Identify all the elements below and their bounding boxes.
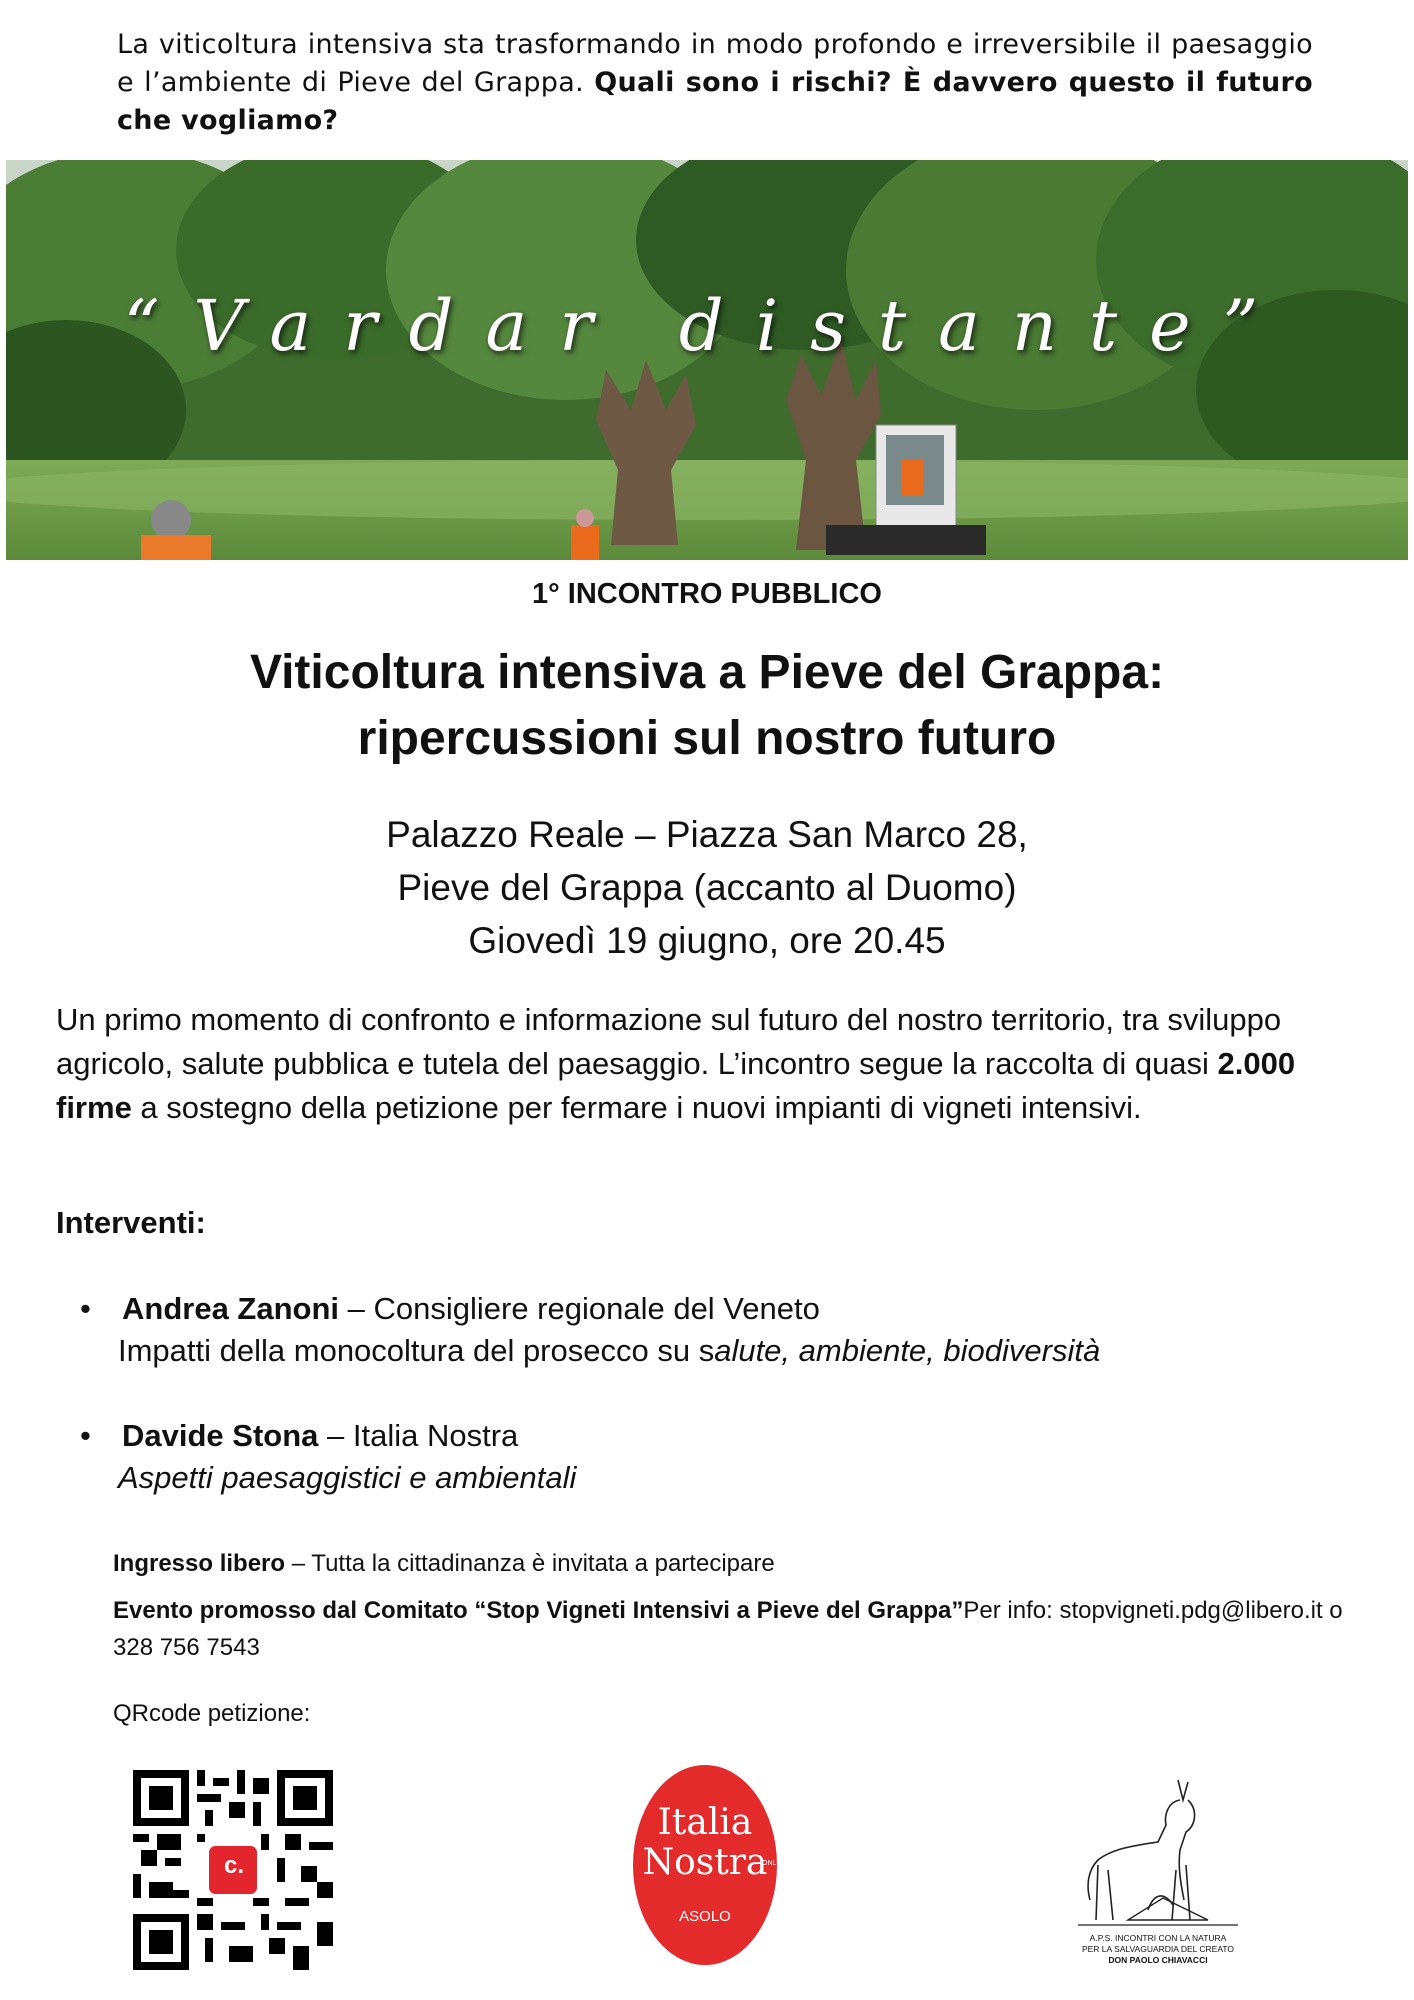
- speaker-topic-italic: Aspetti paesaggistici e ambientali: [118, 1460, 577, 1495]
- speaker-name: Andrea Zanoni: [122, 1291, 340, 1326]
- signatures-count: 2.000 firme: [56, 1046, 1296, 1125]
- description-paragraph: [56, 998, 1366, 1130]
- qr-center-label: c.: [223, 1852, 244, 1879]
- entry-free: Ingresso libero: [113, 1550, 286, 1577]
- event-venue: [0, 808, 1414, 967]
- intro-question: Quali sono i rischi? È davvero questo il futuro che vogliamo?: [117, 67, 1313, 136]
- venue-line1: Palazzo Reale – Piazza San Marco 28,: [386, 814, 1028, 855]
- org-line3: DON PAOLO CHIAVACCI: [1108, 1955, 1208, 1965]
- event-kicker: 1° INCONTRO PUBBLICO: [532, 578, 882, 610]
- speaker-role: – Italia Nostra: [318, 1418, 519, 1453]
- org-line2: PER LA SALVAGUARDIA DEL CREATO: [1081, 1944, 1235, 1954]
- entry-note: – Tutta la cittadinanza è invitata a partecipare: [285, 1550, 775, 1577]
- headline-line1: Viticoltura intensiva a Pieve del Grappa:: [249, 646, 1165, 699]
- speaker-item: [80, 1415, 1370, 1499]
- org-line1: A.P.S. INCONTRI CON LA NATURA: [1089, 1933, 1227, 1943]
- contact-info: Per info: stopvigneti.pdg@libero.it o 328 756 7543: [113, 1597, 1343, 1661]
- banner-title: “Vardar distante”: [123, 285, 1291, 367]
- italia-nostra-logo: [630, 1760, 787, 1970]
- incontri-natura-logo: [1068, 1770, 1248, 1985]
- speaker-topic: Impatti della monocoltura del prosecco su s: [118, 1333, 715, 1368]
- speaker-name: Davide Stona: [122, 1418, 319, 1453]
- bullet-icon: •: [80, 1291, 91, 1326]
- headline-line2: ripercussioni sul nostro futuro: [357, 712, 1057, 765]
- qr-label: QRcode petizione:: [113, 1700, 311, 1727]
- description-text-end: a sostegno della petizione per fermare i nuovi impianti di vigneti intensivi.: [131, 1090, 1142, 1125]
- speakers-heading: Interventi:: [56, 1205, 206, 1240]
- speaker-topic-italic: alute, ambiente, biodiversità: [714, 1333, 1101, 1368]
- speaker-item: [80, 1288, 1370, 1372]
- venue-line2: Pieve del Grappa (accanto al Duomo): [397, 867, 1017, 908]
- logo-place: ASOLO: [679, 1908, 731, 1925]
- intro-paragraph: [117, 26, 1313, 140]
- description-text: Un primo momento di confronto e informazione sul futuro del nostro territorio, tra sviluppo agricolo, salute pubblica e tutela del paesaggio. L’incontro segue la raccolta di quasi: [56, 1002, 1282, 1081]
- petition-qr-code[interactable]: [133, 1770, 333, 1970]
- logo-line2: Nostra: [642, 1842, 768, 1883]
- speaker-role: – Consigliere regionale del Veneto: [339, 1291, 820, 1326]
- logo-line1: Italia: [657, 1802, 753, 1843]
- event-footer: [113, 1545, 1363, 1666]
- logo-small: ONLUS: [762, 1860, 787, 1867]
- event-headline: [0, 640, 1414, 772]
- venue-datetime: Giovedì 19 giugno, ore 20.45: [468, 920, 946, 961]
- organizer: Evento promosso dal Comitato “Stop Vigneti Intensivi a Pieve del Grappa”: [113, 1597, 964, 1624]
- bullet-icon: •: [80, 1418, 91, 1453]
- deer-icon: [1068, 1770, 1248, 1930]
- intro-text: La viticoltura intensiva sta trasformando in modo profondo e irreversibile il paesaggio e l’ambiente di Pieve del Grappa.: [117, 29, 1313, 98]
